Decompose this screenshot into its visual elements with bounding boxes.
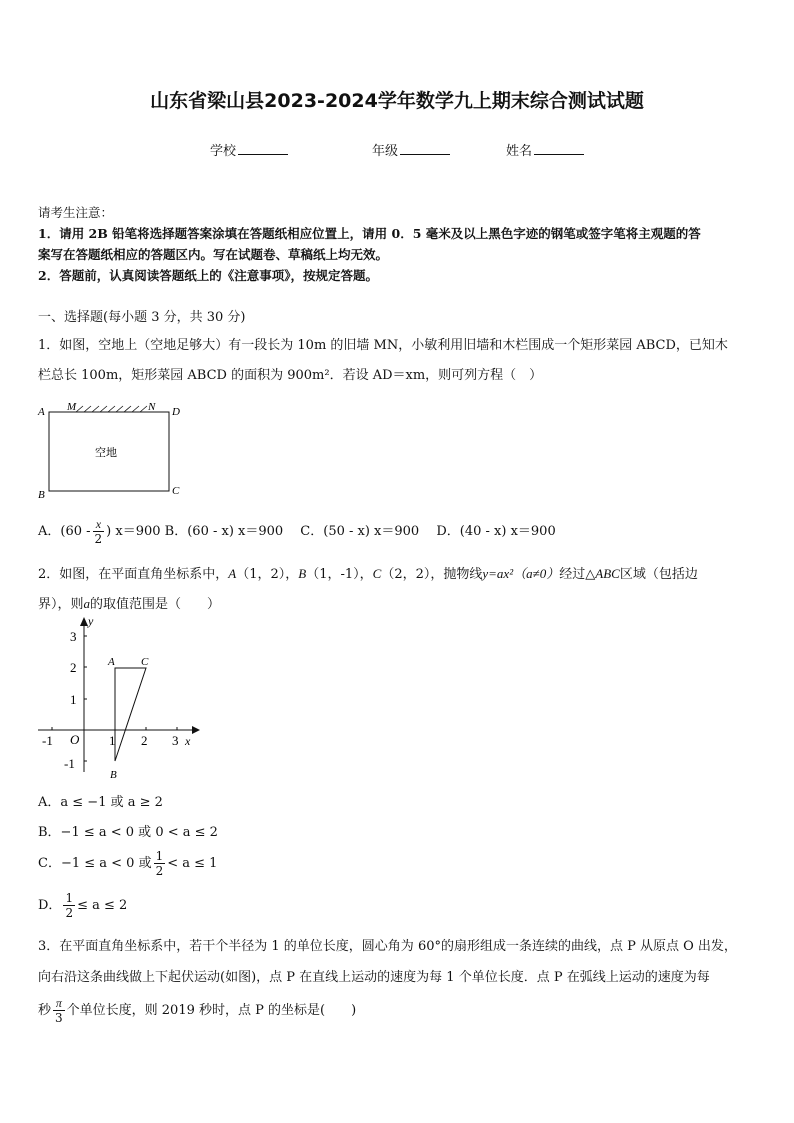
q1-figure: [30, 395, 200, 505]
point-c-label: C: [141, 656, 149, 668]
grade-blank: [400, 143, 450, 155]
point-b-label: B: [110, 769, 117, 781]
school-field: 学校: [210, 140, 288, 159]
q2-line-1: 2．如图，在平面直角坐标系中，A（1，2），B（1，-1），C（2，2），抛物线y=ax²（a≠0）经过△ABC区域（包括边: [38, 566, 698, 582]
y-tick-3: 3: [70, 629, 77, 644]
x-axis-label: x: [185, 734, 191, 748]
q1-line-2: 栏总长 100m，矩形菜园 ABCD 的面积为 900m²．若设 AD＝xm，则可列方程（ ）: [38, 368, 543, 383]
label-b: B: [38, 489, 45, 501]
label-a: A: [38, 406, 45, 418]
q2-option-c: C．−1 ≤ a < 0 或 $\frac{1}{2}$ < a ≤ 1: [38, 849, 218, 878]
q1-options: [38, 517, 556, 546]
label-d: D: [172, 406, 180, 418]
q2-option-a: A．a ≤ −1 或 a ≥ 2: [38, 795, 163, 810]
x-tick-neg1: -1: [42, 733, 53, 748]
q2-option-d-fraction: $\frac{1}{2}$: [65, 891, 74, 920]
y-tick-2: 2: [70, 660, 77, 675]
q1-options-bcd: B．(60 - x) x＝900 C．(50 - x) x＝900 D．(40 - x) x＝900: [164, 524, 556, 539]
x-axis-arrow: [192, 726, 200, 734]
school-blank: [238, 143, 288, 155]
page-title: 山东省梁山县2023-2024学年数学九上期末综合测试试题: [150, 90, 644, 112]
note-2: 2．答题前，认真阅读答题纸上的《注意事项》，按规定答题。: [38, 268, 378, 283]
x-tick-1: 1: [109, 733, 116, 748]
origin-label: O: [70, 732, 80, 747]
y-tick-1: 1: [70, 692, 77, 707]
label-m: M: [67, 401, 77, 413]
q2-option-b: B．−1 ≤ a < 0 或 0 < a ≤ 2: [38, 825, 218, 840]
name-field: 姓名: [506, 140, 584, 159]
x-tick-3: 3: [172, 733, 179, 748]
point-a-label: A: [108, 656, 115, 668]
name-blank: [534, 143, 584, 155]
label-empty-land: 空地: [95, 447, 117, 459]
label-n: N: [148, 401, 156, 413]
q1-line-1: 1．如图，空地上（空地足够大）有一段长为 10m 的旧墙 MN，小敏利用旧墙和木栏围成一个矩形菜园 ABCD，已知木: [38, 338, 728, 353]
note-1-line-2: 案写在答题纸相应的答题区内。写在试题卷、草稿纸上均无效。: [38, 247, 389, 262]
y-tick-neg1: -1: [64, 756, 75, 771]
q2-option-d: D． $\frac{1}{2}$ ≤ a ≤ 2: [38, 891, 128, 920]
notes-heading: 请考生注意：: [38, 205, 114, 220]
q1-option-a-fraction: $\frac{x}{2}$: [94, 517, 103, 546]
section-heading: 一、选择题(每小题 3 分，共 30 分): [38, 310, 246, 325]
label-c: C: [172, 485, 180, 497]
q1-option-a-post: ) x＝900: [106, 524, 161, 539]
q3-fraction: $\frac{\pi}{3}$: [55, 996, 63, 1025]
q2-option-c-fraction: $\frac{1}{2}$: [155, 849, 164, 878]
q3-line-3: 秒 $\frac{\pi}{3}$ 个单位长度，则 2019 秒时，点 P 的坐标是( ): [38, 996, 357, 1025]
y-axis-label: y: [88, 614, 94, 628]
q2-line-2: 界），则a的取值范围是（ ）: [38, 596, 221, 612]
y-axis-arrow: [80, 617, 88, 626]
wall-hatching: [76, 406, 147, 412]
q2-graph: [30, 612, 205, 782]
q3-line-2: 向右沿这条曲线做上下起伏运动(如图)，点 P 在直线上运动的速度为每 1 个单位长度．点 P 在弧线上运动的速度为每: [38, 970, 710, 985]
grade-field: 年级: [372, 140, 450, 159]
q3-line-1: 3．在平面直角坐标系中，若干个半径为 1 的单位长度，圆心角为 60°的扇形组成一条连续的曲线，点 P 从原点 O 出发，: [38, 939, 737, 954]
q1-option-a-pre: A．(60 -: [38, 524, 91, 539]
note-1-line-1: 1．请用 2B 铅笔将选择题答案涂填在答题纸相应位置上，请用 0．5 毫米及以上黑色字迹的钢笔或签字笔将主观题的答: [38, 226, 701, 241]
x-tick-2: 2: [141, 733, 148, 748]
